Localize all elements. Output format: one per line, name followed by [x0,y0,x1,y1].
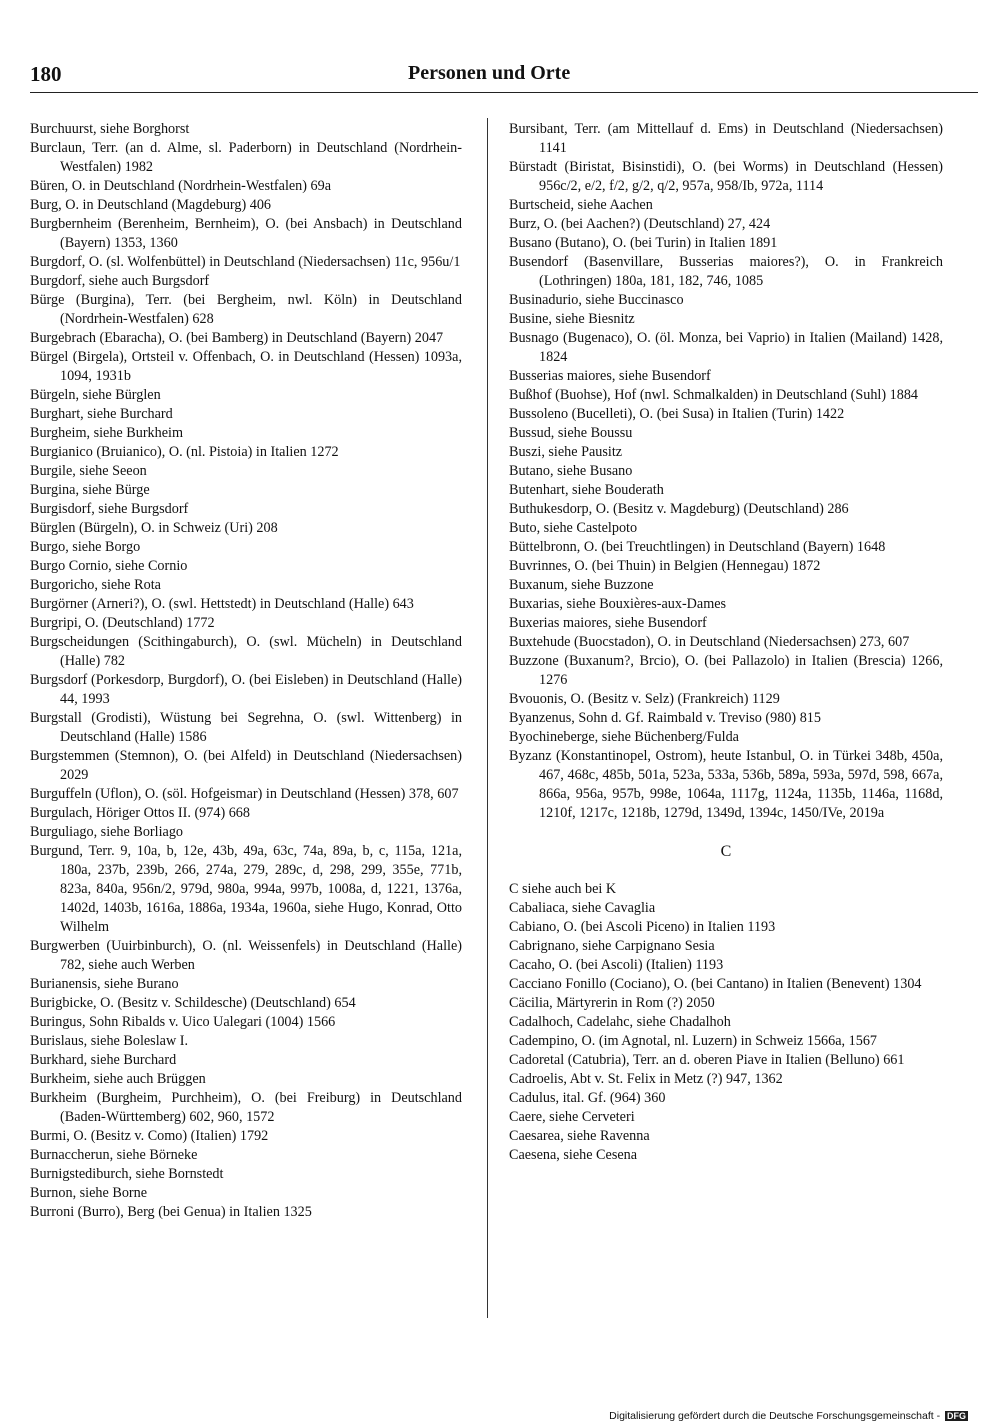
index-entry: Cadoretal (Catubria), Terr. an d. oberen Piave in Italien (Belluno) 661 [509,1052,905,1068]
index-entry: Burg, O. in Deutschland (Magdeburg) 406 [30,197,272,213]
index-entry: Burkheim, siehe auch Brüggen [30,1071,206,1087]
page-number: 180 [30,62,62,86]
index-entry: Bussoleno (Bucelleti), O. (bei Susa) in Italien (Turin) 1422 [509,406,845,422]
index-entry: Bürgeln, siehe Bürglen [30,387,161,403]
page-header [30,62,978,92]
index-entry: Burguliago, siehe Borliago [30,824,184,840]
index-entry: Busnago (Bugenaco), O. (öl. Monza, bei Vaprio) in Italien (Mailand) 1428, 1824 [509,330,943,365]
index-entry: Burgund, Terr. 9, 10a, b, 12e, 43b, 49a, 63c, 74a, 89a, b, c, 115a, 121a, 180a, 237b, 239b, 266, 274a, 279, 289c, d, 298, 299, 355e, 771b, 823a, 840a, 956n/2, 979d, 980a, 994a, 997b, 1008a, d, 1221, 1376a, 1402d, 1403b, 1616a, 1886a, 1934a, 1960a, siehe Hugo, Konrad, Otto Wilhelm [30,843,462,935]
index-entry: Businadurio, siehe Buccinasco [509,292,684,308]
index-entry: Butano, siehe Busano [509,463,633,479]
index-entry: Büttelbronn, O. (bei Treuchtlingen) in Deutschland (Bayern) 1648 [509,539,886,555]
index-entry: Buringus, Sohn Ribalds v. Uico Ualegari (1004) 1566 [30,1014,336,1030]
index-entry: Burislaus, siehe Boleslaw I. [30,1033,189,1049]
index-entry: Burchuurst, siehe Borghorst [30,121,190,137]
header-rule [30,92,978,93]
index-entry: Caesena, siehe Cesena [509,1147,638,1163]
index-entry: Burgripi, O. (Deutschland) 1772 [30,615,215,631]
index-entry: Burgisdorf, siehe Burgsdorf [30,501,189,517]
index-entry: Bußhof (Buohse), Hof (nwl. Schmalkalden) in Deutschland (Suhl) 1884 [509,387,919,403]
index-entry: Caesarea, siehe Ravenna [509,1128,650,1144]
index-entry: Burgebrach (Ebaracha), O. (bei Bamberg) in Deutschland (Bayern) 2047 [30,330,444,346]
index-entry: Burmi, O. (Besitz v. Como) (Italien) 1792 [30,1128,269,1144]
index-column-right [509,120,943,1165]
index-entry: Busendorf (Basenvillare, Busserias maiores?), O. in Frankreich (Lothringen) 180a, 181, 182, 746, 1085 [509,254,943,289]
index-entry: Cacaho, O. (bei Ascoli) (Italien) 1193 [509,957,724,973]
index-entry: Buvrinnes, O. (bei Thuin) in Belgien (Hennegau) 1872 [509,558,821,574]
index-entry: Büren, O. in Deutschland (Nordrhein-Westfalen) 69a [30,178,332,194]
index-entry: Buszi, siehe Pausitz [509,444,623,460]
index-entry: Buxarias, siehe Bouxières-aux-Dames [509,596,727,612]
index-entry: Burgina, siehe Bürge [30,482,150,498]
index-entry: Busine, siehe Biesnitz [509,311,635,327]
index-entry: Burgscheidungen (Scithingaburch), O. (swl. Mücheln) in Deutschland (Halle) 782 [30,634,462,669]
footer-credit [609,1410,968,1422]
section-letter-c: C [720,843,732,860]
index-entry: Cadroelis, Abt v. St. Felix in Metz (?) 947, 1362 [509,1071,783,1087]
index-entry: Burgo, siehe Borgo [30,539,141,555]
index-entry: Cabrignano, siehe Carpignano Sesia [509,938,715,954]
index-entry: Burguffeln (Uflon), O. (söl. Hofgeismar) in Deutschland (Hessen) 378, 607 [30,786,459,802]
index-entry: Burghart, siehe Burchard [30,406,173,422]
footer-text: Digitalisierung gefördert durch die Deutsche Forschungsgemeinschaft - [609,1410,941,1422]
index-entry: Burgoricho, siehe Rota [30,577,161,593]
index-entry: Burgile, siehe Seeon [30,463,147,479]
index-entry: Burgsdorf (Porkesdorp, Burgdorf), O. (bei Eisleben) in Deutschland (Halle) 44, 1993 [30,672,462,707]
index-entry: Cacciano Fonillo (Cociano), O. (bei Cantano) in Italien (Benevent) 1304 [509,976,922,992]
index-entry: Bürgel (Birgela), Ortsteil v. Offenbach, O. in Deutschland (Hessen) 1093a, 1094, 1931b [30,349,462,384]
index-entry: Cadulus, ital. Gf. (964) 360 [509,1090,666,1106]
column-divider [487,118,488,1318]
index-entry: Burgörner (Arneri?), O. (swl. Hettstedt) in Deutschland (Halle) 643 [30,596,414,612]
index-entry: Burnon, siehe Borne [30,1185,148,1201]
index-entry: Cäcilia, Märtyrerin in Rom (?) 2050 [509,995,715,1011]
index-entry: Buxerias maiores, siehe Busendorf [509,615,707,631]
index-entry: Burz, O. (bei Aachen?) (Deutschland) 27, 424 [509,216,771,232]
index-entry: Burianensis, siehe Burano [30,976,179,992]
index-entry: Bussud, siehe Boussu [509,425,633,441]
index-entry: Cabaliaca, siehe Cavaglia [509,900,656,916]
index-entry: Burgianico (Bruianico), O. (nl. Pistoia) in Italien 1272 [30,444,339,460]
index-entry: Butenhart, siehe Bouderath [509,482,664,498]
index-entry: Cadempino, O. (im Agnotal, nl. Luzern) in Schweiz 1566a, 1567 [509,1033,878,1049]
running-title: Personen und Orte [408,62,571,84]
index-entry: Bürge (Burgina), Terr. (bei Bergheim, nwl. Köln) in Deutschland (Nordrhein-Westfalen) 628 [30,292,462,327]
index-entry: Burgbernheim (Berenheim, Bernheim), O. (bei Ansbach) in Deutschland (Bayern) 1353, 1360 [30,216,462,251]
index-entry: Bürglen (Bürgeln), O. in Schweiz (Uri) 208 [30,520,278,536]
index-entry: Burkhard, siehe Burchard [30,1052,177,1068]
index-entry: Burclaun, Terr. (an d. Alme, sl. Paderborn) in Deutschland (Nordrhein-Westfalen) 1982 [30,140,462,175]
index-entry: Buxtehude (Buocstadon), O. in Deutschland (Niedersachsen) 273, 607 [509,634,910,650]
index-entry: Burnaccherun, siehe Börneke [30,1147,198,1163]
index-column-left [30,120,462,1222]
index-entry: Byochineberge, siehe Büchenberg/Fulda [509,729,739,745]
index-entry: Caere, siehe Cerveteri [509,1109,635,1125]
index-entry: Buto, siehe Castelpoto [509,520,638,536]
index-entry: Burgdorf, siehe auch Burgsdorf [30,273,210,289]
index-entry: Byzanz (Konstantinopel, Ostrom), heute Istanbul, O. in Türkei 348b, 450a, 467, 468c, 485b, 501a, 523a, 533a, 536b, 589a, 593a, 597d, 598, 667a, 866a, 956a, 957b, 998e, 1064a, 1117g, 1124a, 1135b, 1146a, 1168d, 1210f, 1217c, 1218b, 1279d, 1349d, 1394c, 1450/IVe, 2019a [509,748,943,821]
index-entry: Burroni (Burro), Berg (bei Genua) in Italien 1325 [30,1204,312,1220]
index-entry: Byanzenus, Sohn d. Gf. Raimbald v. Treviso (980) 815 [509,710,821,726]
index-entry: Buxanum, siehe Buzzone [509,577,654,593]
index-entry: Buzzone (Buxanum?, Brcio), O. (bei Pallazolo) in Italien (Brescia) 1266, 1276 [509,653,943,688]
index-entry: Burgstemmen (Stemnon), O. (bei Alfeld) in Deutschland (Niedersachsen) 2029 [30,748,462,783]
index-entry: Bursibant, Terr. (am Mittellauf d. Ems) in Deutschland (Niedersachsen) 1141 [509,121,943,156]
index-entry: Cabiano, O. (bei Ascoli Piceno) in Italien 1193 [509,919,776,935]
index-section-b [509,120,943,823]
index-entry: Burigbicke, O. (Besitz v. Schildesche) (Deutschland) 654 [30,995,356,1011]
index-entry: Cadalhoch, Cadelahc, siehe Chadalhoh [509,1014,731,1030]
index-entry: Burtscheid, siehe Aachen [509,197,653,213]
index-entry: Burkheim (Burgheim, Purchheim), O. (bei Freiburg) in Deutschland (Baden-Württemberg) 602, 960, 1572 [30,1090,462,1125]
index-entry: C siehe auch bei K [509,881,617,897]
index-entry: Bvouonis, O. (Besitz v. Selz) (Frankreich) 1129 [509,691,780,707]
index-entry: Burnigstediburch, siehe Bornstedt [30,1166,224,1182]
index-entry: Burgstall (Grodisti), Wüstung bei Segrehna, O. (swl. Wittenberg) in Deutschland (Halle) 1586 [30,710,462,745]
index-entry: Buthukesdorp, O. (Besitz v. Magdeburg) (Deutschland) 286 [509,501,849,517]
index-entry: Burgwerben (Uuirbinburch), O. (nl. Weissenfels) in Deutschland (Halle) 782, siehe auch Werben [30,938,462,973]
index-entry: Burgulach, Höriger Ottos II. (974) 668 [30,805,250,821]
index-entry: Busserias maiores, siehe Busendorf [509,368,711,384]
index-entry: Bürstadt (Biristat, Bisinstidi), O. (bei Worms) in Deutschland (Hessen) 956c/2, e/2, f/2, g/2, q/2, 957a, 958/Ib, 972a, 1114 [509,159,943,194]
index-entry: Burgheim, siehe Burkheim [30,425,184,441]
index-section-c [509,880,943,1165]
index-entry: Busano (Butano), O. (bei Turin) in Italien 1891 [509,235,778,251]
index-entry: Burgo Cornio, siehe Cornio [30,558,188,574]
dfg-logo: DFG [947,1411,966,1421]
index-entry: Burgdorf, O. (sl. Wolfenbüttel) in Deutschland (Niedersachsen) 11c, 956u/1 [30,254,461,270]
